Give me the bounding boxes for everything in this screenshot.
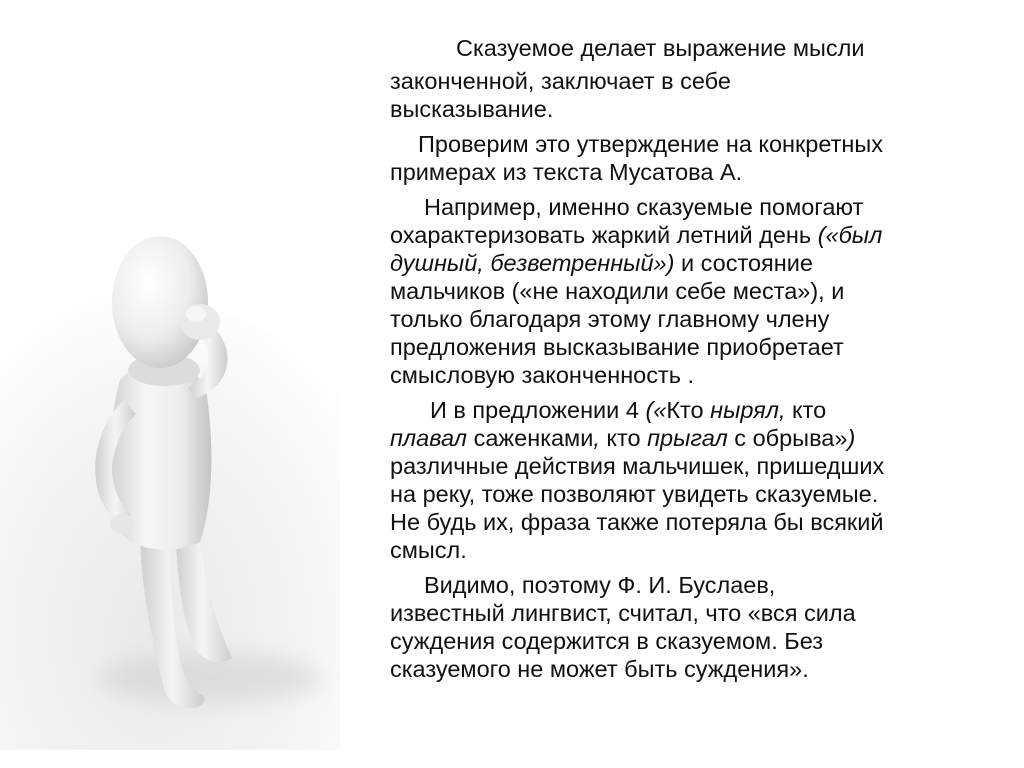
paragraph-2-line-1	[390, 130, 996, 158]
text-segment: кто	[599, 425, 648, 451]
paragraph-3-line-5	[390, 305, 996, 333]
text-segment: саженками	[467, 425, 594, 451]
text-segment: высказывание.	[390, 96, 554, 122]
slide-text	[390, 34, 996, 690]
text-segment: мальчиков («не находили себе места»), и	[390, 278, 845, 304]
text-segment: предложения высказывание приобретает	[390, 334, 844, 360]
paragraph-4	[390, 396, 996, 564]
paragraph-2-line-2	[390, 158, 996, 186]
text-segment: с обрыва»	[727, 425, 848, 451]
text-segment: смысл.	[390, 537, 467, 563]
text-segment: на реку, тоже позволяют увидеть сказуемые.	[390, 481, 879, 507]
paragraph-4-line-1	[390, 396, 996, 424]
text-segment: («	[645, 397, 667, 423]
text-segment: Например, именно сказуемые помогают	[424, 194, 864, 220]
paragraph-3-line-3	[390, 249, 996, 277]
text-segment: Кто	[666, 397, 711, 423]
text-segment: Проверим это утверждение на конкретных	[418, 131, 884, 157]
paragraph-5-line-3	[390, 627, 996, 655]
text-segment: Сказуемое делает выражение мысли	[456, 35, 865, 61]
paragraph-5-line-4	[390, 655, 996, 683]
paragraph-5-line-2	[390, 599, 996, 627]
text-segment: нырял,	[710, 397, 786, 423]
paragraph-3	[390, 193, 996, 389]
paragraph-4-line-3	[390, 452, 996, 480]
paragraph-4-line-2	[390, 424, 996, 452]
paragraph-5	[390, 571, 996, 683]
paragraph-1-line-1	[390, 34, 996, 62]
text-segment: законченной, заключает в себе	[390, 68, 731, 94]
text-segment: ,	[593, 425, 600, 451]
paragraph-1-line-2	[390, 62, 996, 95]
text-segment: различные действия мальчишек, пришедших	[390, 453, 885, 479]
paragraph-1	[390, 34, 996, 123]
text-segment: )	[847, 425, 856, 451]
text-segment: И в предложении 4	[430, 397, 646, 423]
text-segment: смысловую законченность .	[390, 362, 695, 388]
text-segment: плавал	[390, 425, 468, 451]
paragraph-3-line-7	[390, 361, 996, 389]
paragraph-4-line-5	[390, 508, 996, 536]
paragraph-3-line-1	[390, 193, 996, 221]
paragraph-2	[390, 130, 996, 186]
text-segment: суждения содержится в сказуемом. Без	[390, 628, 824, 654]
text-segment: («был	[817, 222, 883, 248]
text-segment: душный, безветренный»)	[390, 250, 675, 276]
text-segment: Не будь их, фраза также потеряла бы всякий	[390, 509, 884, 535]
thinking-figure-illustration	[0, 230, 340, 750]
paragraph-1-line-3	[390, 95, 996, 123]
paragraph-5-line-1	[390, 571, 996, 599]
text-segment: и состояние	[674, 250, 813, 276]
text-segment: прыгал	[647, 425, 728, 451]
paragraph-4-line-6	[390, 536, 996, 564]
paragraph-3-line-2	[390, 221, 996, 249]
text-segment: Видимо, поэтому Ф. И. Буслаев,	[424, 572, 776, 598]
text-segment: известный лингвист, считал, что «вся сила	[390, 600, 856, 626]
paragraph-3-line-4	[390, 277, 996, 305]
text-segment: примерах из текста Мусатова А.	[390, 159, 743, 185]
text-segment: кто	[785, 397, 827, 423]
paragraph-3-line-6	[390, 333, 996, 361]
text-segment: сказуемого не может быть суждения».	[390, 656, 809, 682]
text-segment: охарактеризовать жаркий летний день	[390, 222, 818, 248]
text-segment: только благодаря этому главному члену	[390, 306, 830, 332]
paragraph-4-line-4	[390, 480, 996, 508]
